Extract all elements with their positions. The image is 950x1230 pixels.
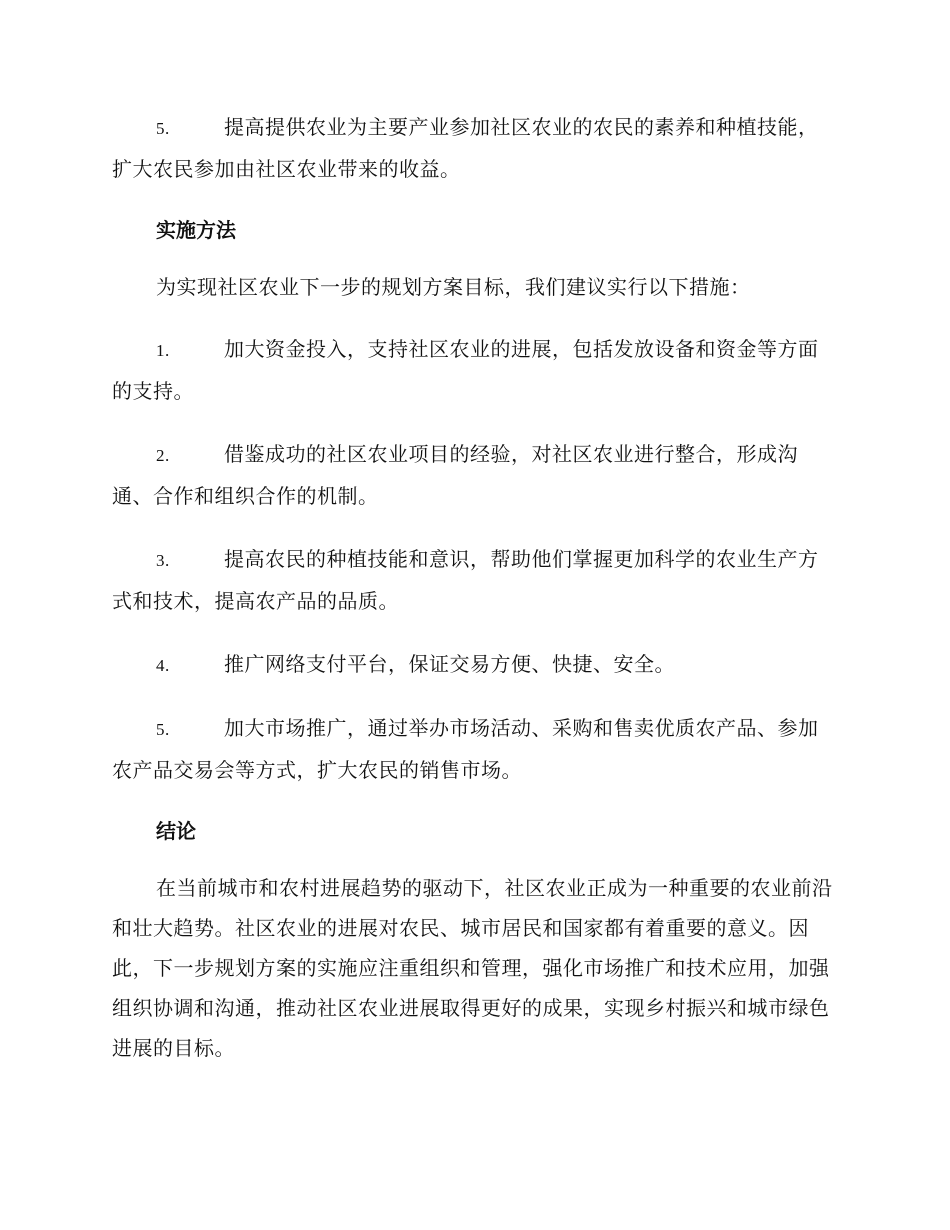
list-item [112, 434, 834, 517]
conclusion-paragraph: 在当前城市和农村进展趋势的驱动下，社区农业正成为一种重要的农业前沿和壮大趋势。社区农业的进展对农民、城市居民和国家都有着重要的意义。因此，下一步规划方案的实施应注重组织和管理，强化市场推广和技术应用，加强组织协调和沟通，推动社区农业进展取得更好的成果，实现乡村振兴和城市绿色进展的目标。 [112, 876, 833, 1060]
list-item-text: 加大市场推广，通过举办市场活动、采购和售卖优质农产品、参加农产品交易会等方式，扩大农民的销售市场。 [112, 716, 819, 782]
list-item-text: 提高提供农业为主要产业参加社区农业的农民的素养和种植技能，扩大农民参加由社区农业带来的收益。 [112, 115, 819, 181]
list-item-number: 4. [156, 656, 170, 675]
document-page [112, 107, 834, 1068]
section-heading-methods: 实施方法 [156, 218, 236, 242]
list-item-number: 5. [156, 119, 170, 138]
list-item-text: 提高农民的种植技能和意识，帮助他们掌握更加科学的农业生产方式和技术，提高农产品的品质。 [112, 547, 819, 613]
list-item-text: 推广网络支付平台，保证交易方便、快捷、安全。 [224, 652, 675, 676]
list-item-text: 加大资金投入，支持社区农业的进展，包括发放设备和资金等方面的支持。 [112, 337, 819, 403]
section-heading-conclusion: 结论 [156, 819, 196, 843]
list-item-number: 1. [156, 341, 170, 360]
list-item [112, 539, 834, 622]
list-item [112, 708, 834, 791]
list-item-number: 2. [156, 446, 170, 465]
list-item-number: 3. [156, 551, 170, 570]
methods-intro: 为实现社区农业下一步的规划方案目标，我们建议实行以下措施： [156, 275, 751, 299]
list-item-text: 借鉴成功的社区农业项目的经验，对社区农业进行整合，形成沟通、合作和组织合作的机制。 [112, 442, 798, 508]
list-item [112, 107, 834, 190]
list-item-number: 5. [156, 720, 170, 739]
list-item [112, 329, 834, 412]
list-item [112, 644, 834, 686]
